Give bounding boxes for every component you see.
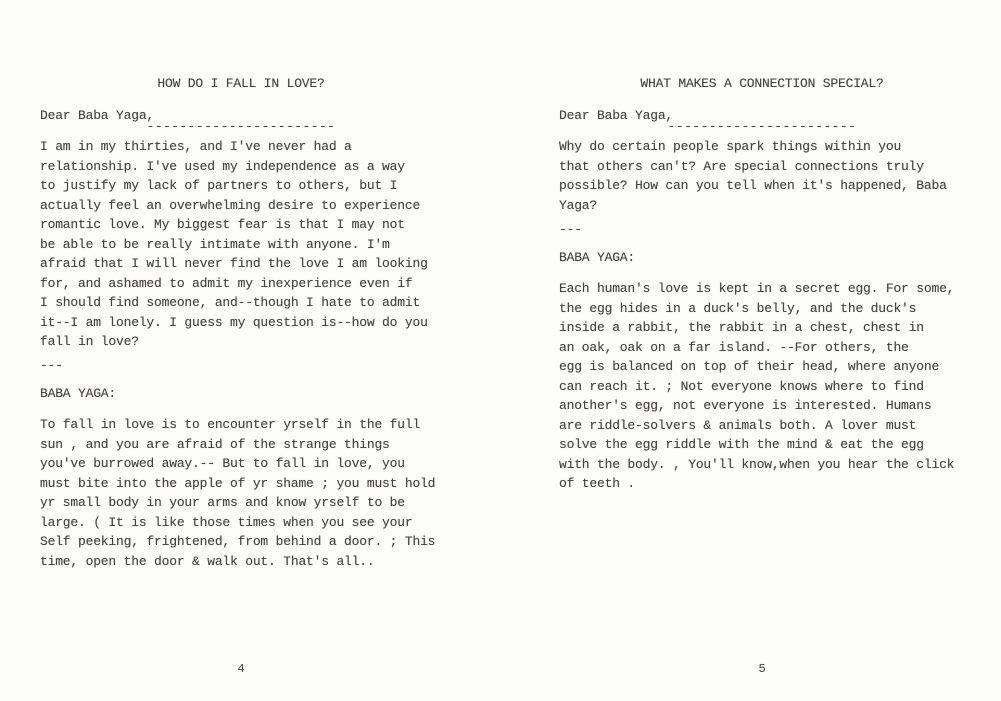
salutation: Dear Baba Yaga, <box>40 108 155 123</box>
salutation: Dear Baba Yaga, <box>559 108 674 123</box>
page-title: WHAT MAKES A CONNECTION SPECIAL? <box>640 76 884 91</box>
page-number: 4 <box>237 662 245 676</box>
text-line: fall in love? <box>40 334 139 349</box>
text-line: actually feel an overwhelming desire to experience <box>40 197 421 213</box>
answer-paragraph <box>40 415 435 571</box>
text-line: are riddle-solvers & animals both. A lover must <box>559 417 917 433</box>
text-line: for, and ashamed to admit my inexperience even if <box>40 275 413 291</box>
text-line: possible? How can you tell when it's happened, Baba <box>559 178 947 193</box>
text-line: I should find someone, and--though I hate to admit <box>40 295 421 310</box>
text-line: that others can't? Are special connections truly <box>559 158 924 174</box>
text-line: to justify my lack of partners to others, but I <box>40 178 398 193</box>
page-right <box>501 0 1001 701</box>
text-line: time, open the door & walk out. That's all.. <box>40 553 375 569</box>
text-line: an oak, oak on a far island. --For others, the <box>559 339 909 355</box>
text-line: large. ( It is like those times when you see your <box>40 514 413 530</box>
text-line: the egg hides in a duck's belly, and the duck's <box>559 300 917 316</box>
section-divider: --- <box>40 358 63 373</box>
question-paragraph <box>40 137 428 352</box>
text-line: of teeth . <box>559 476 636 491</box>
text-line: with the body. , You'll know,when you hear the click <box>559 456 955 472</box>
page-left-content <box>40 0 442 701</box>
section-divider: --- <box>559 222 582 237</box>
text-line: inside a rabbit, the rabbit in a chest, chest in <box>559 320 924 335</box>
text-line: be able to be really intimate with anyone. I'm <box>40 236 390 252</box>
answer-paragraph <box>559 279 954 494</box>
text-line: relationship. I've used my independence as a way <box>40 158 405 174</box>
speaker-label: BABA YAGA: <box>559 250 636 265</box>
text-line: another's egg, not everyone is interested. Humans <box>559 398 932 413</box>
text-line: must bite into the apple of yr shame ; you must hold <box>40 475 436 491</box>
speaker-label: BABA YAGA: <box>40 386 117 401</box>
page-number: 5 <box>758 662 766 676</box>
text-line: Yaga? <box>559 197 598 213</box>
page-left <box>0 0 500 701</box>
text-line: solve the egg riddle with the mind & eat the egg <box>559 437 924 452</box>
text-line: To fall in love is to encounter yrself in the full <box>40 417 421 432</box>
text-line: Self peeking, frightened, from behind a door. ; This <box>40 534 436 549</box>
text-line: Why do certain people spark things within you <box>559 139 902 154</box>
text-line: it--I am lonely. I guess my question is--how do you <box>40 314 428 330</box>
text-line: can reach it. ; Not everyone knows where to find <box>559 378 924 394</box>
text-line: romantic love. My biggest fear is that I may not <box>40 217 405 232</box>
text-line: yr small body in your arms and know yrself to be <box>40 495 405 510</box>
text-line: afraid that I will never find the love I am looking <box>40 256 428 271</box>
title-underline: ----------------------- <box>667 119 857 134</box>
text-line: sun , and you are afraid of the strange things <box>40 436 390 452</box>
page-right-content <box>559 0 965 701</box>
question-paragraph <box>559 137 947 215</box>
text-line: egg is balanced on top of their head, where anyone <box>559 359 940 374</box>
text-line: you've burrowed away.-- But to fall in love, you <box>40 456 405 471</box>
title-underline: ----------------------- <box>146 119 336 134</box>
text-line: I am in my thirties, and I've never had a <box>40 139 352 154</box>
text-line: Each human's love is kept in a secret egg. For some, <box>559 281 955 296</box>
page-title: HOW DO I FALL IN LOVE? <box>157 76 325 91</box>
